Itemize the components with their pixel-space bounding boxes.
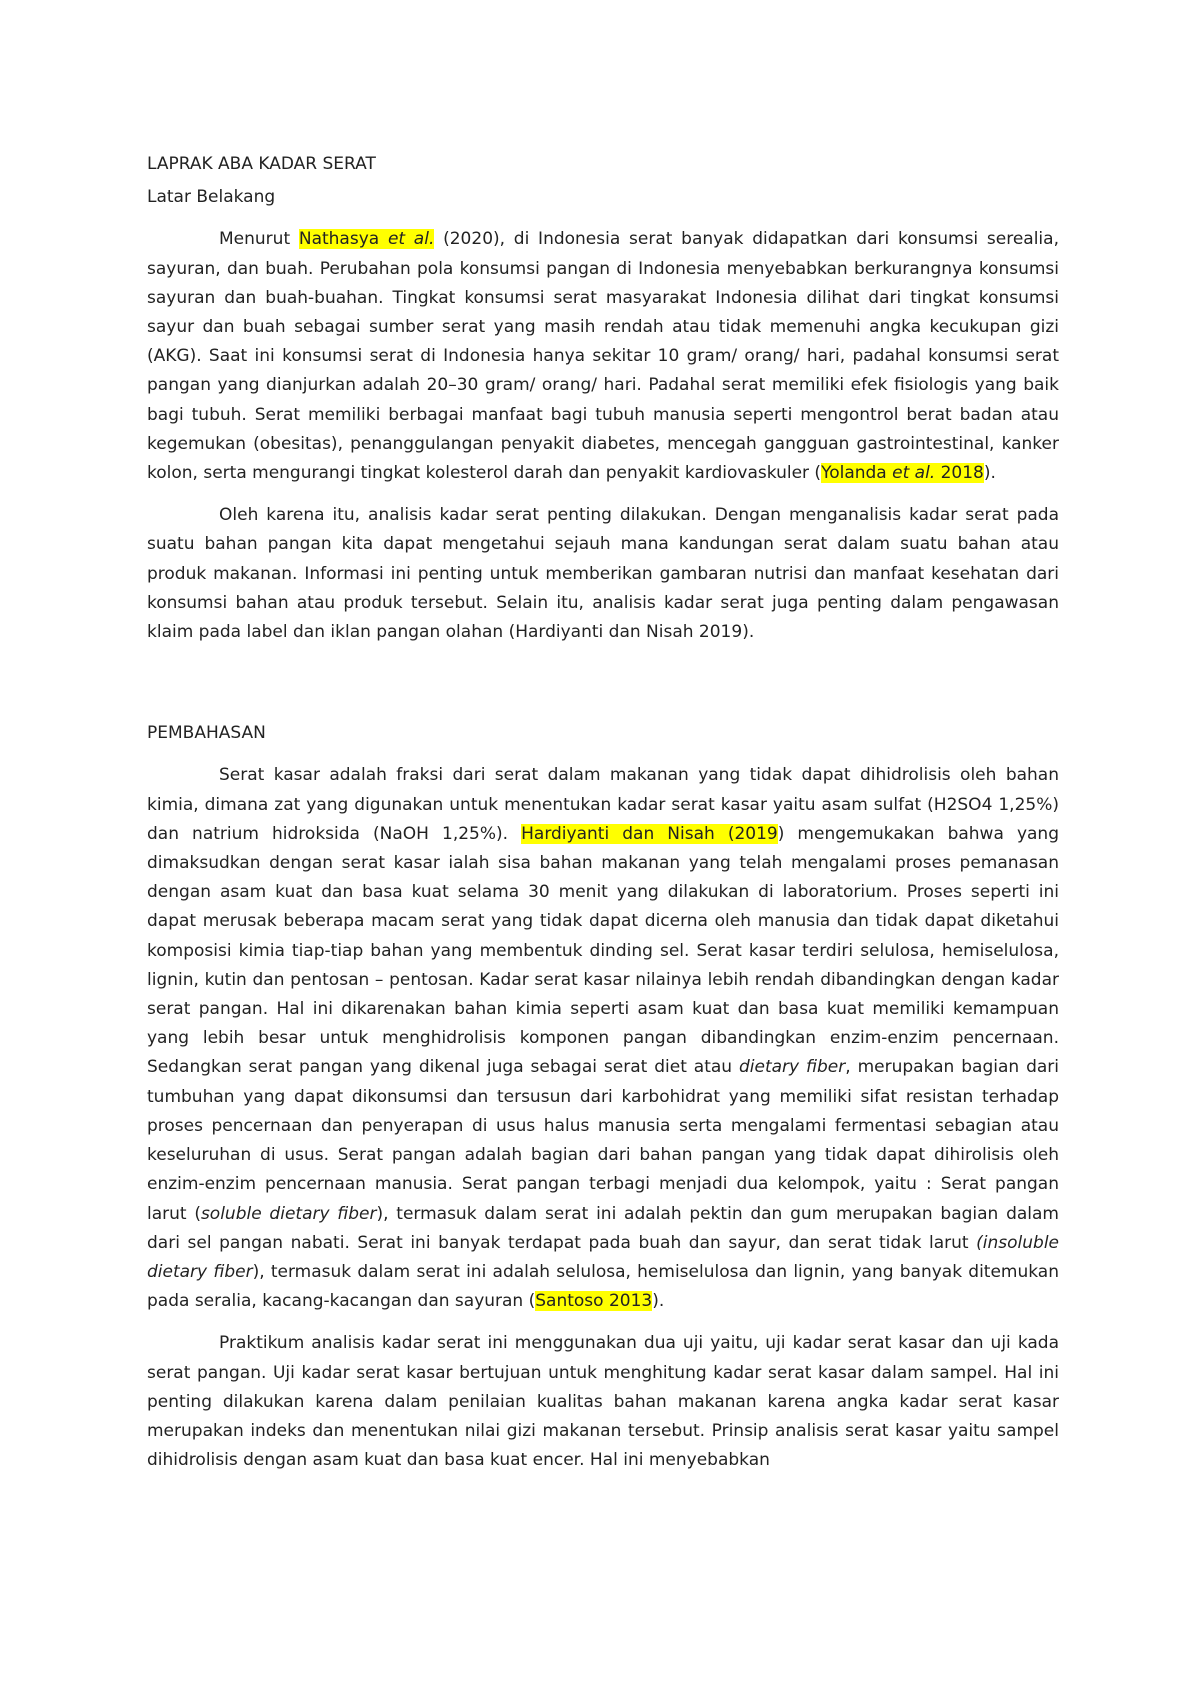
document-title: LAPRAK ABA KADAR SERAT bbox=[147, 154, 376, 174]
text-run: Menurut bbox=[219, 229, 299, 250]
text-run: ), termasuk dalam serat ini adalah pektin dan gum merupakan bagian dalam dari sel pangan nabati. Serat ini banyak terdapat pada buah dan sayur, dan serat tidak larut bbox=[147, 1203, 1059, 1253]
citation-etal: et al. bbox=[387, 229, 435, 250]
highlighted-citation bbox=[299, 229, 435, 249]
citation-year: 2018 bbox=[935, 463, 984, 484]
paragraph-pembahasan-2: Praktikum analisis kadar serat ini menggunakan dua uji yaitu, uji kadar serat kasar dan uji kada serat pangan. Uji kadar serat kasar bertujuan untuk menghitung kadar serat kasar dalam sampel. Hal ini penting dilakukan karena dalam penilaian kualitas bahan makanan karena angka kadar serat kasar merupakan indeks dan menentukan nilai gizi makanan tersebut. Prinsip analisis serat kasar yaitu sampel dihidrolisis dengan asam kuat dan basa kuat encer. Hal ini menyebabkan bbox=[147, 1333, 1059, 1471]
italic-term: (insoluble dietary fiber bbox=[147, 1232, 1059, 1282]
highlighted-citation: Santoso 2013 bbox=[535, 1291, 653, 1312]
citation-author: Nathasya bbox=[298, 229, 388, 250]
text-run: ). bbox=[652, 1291, 665, 1312]
italic-term: soluble dietary fiber bbox=[200, 1203, 377, 1224]
paragraph-latar-belakang-1 bbox=[147, 225, 1059, 488]
text-run: ), termasuk dalam serat ini adalah selulosa, hemiselulosa dan lignin, yang banyak ditemukan pada seralia, kacang-kacangan dan sayuran ( bbox=[147, 1261, 1059, 1312]
paragraph-latar-belakang-2: Oleh karena itu, analisis kadar serat penting dilakukan. Dengan menganalisis kadar serat pada suatu bahan pangan kita dapat mengetahui sejauh mana kandungan serat dalam suatu bahan atau produk makanan. Informasi ini penting untuk memberikan gambaran nutrisi dan manfaat kesehatan dari konsumsi bahan atau produk tersebut. Selain itu, analisis kadar serat juga penting dalam pengawasan klaim pada label dan iklan pangan olahan (Hardiyanti dan Nisah 2019). bbox=[147, 505, 1059, 643]
text-run: (2020), di Indonesia serat banyak didapatkan dari konsumsi serealia, sayuran, dan buah. Perubahan pola konsumsi pangan di Indonesia menyebabkan berkurangnya konsumsi sayuran dan buah-buahan. Tingkat konsumsi serat masyarakat Indonesia dilihat dari tingkat konsumsi sayur dan buah sebagai sumber serat yang masih rendah atau tidak memenuhi angka kecukupan gizi (AKG). Saat ini konsumsi serat di Indonesia hanya sekitar 10 gram/ orang/ hari, padahal konsumsi serat pangan yang dianjurkan adalah 20–30 gram/ orang/ hari. Padahal serat memiliki efek fisiologis yang baik bagi tubuh. Serat memiliki berbagai manfaat bagi tubuh manusia seperti mengontrol berat badan atau kegemukan (obesitas), penanggulangan penyakit diabetes, mencegah gangguan gastrointestinal, kanker kolon, serta mengurangi tingkat kolesterol darah dan penyakit kardiovaskuler ( bbox=[147, 229, 1059, 484]
text-run: ). bbox=[983, 463, 996, 484]
text-run: ) mengemukakan bahwa yang dimaksudkan dengan serat kasar ialah sisa bahan makanan yang telah mengalami proses pemanasan dengan asam kuat dan basa kuat selama 30 menit yang dilakukan di laboratorium. Proses seperti ini dapat merusak beberapa macam serat yang tidak dapat dicerna oleh manusia dan tidak dapat diketahui komposisi kimia tiap-tiap bahan yang membentuk dinding sel. Serat kasar terdiri selulosa, hemiselulosa, lignin, kutin dan pentosan – pentosan. Kadar serat kasar nilainya lebih rendah dibandingkan dengan kadar serat pangan. Hal ini dikarenakan bahan kimia seperti asam kuat dan basa kuat memiliki kemampuan yang lebih besar untuk menghidrolisis komponen pangan dibandingkan enzim-enzim pencernaan. Sedangkan serat pangan yang dikenal juga sebagai serat diet atau bbox=[147, 823, 1059, 1078]
highlighted-citation: Hardiyanti dan Nisah (2019 bbox=[521, 823, 778, 844]
citation-author: Yolanda bbox=[821, 463, 893, 484]
text-run: Serat kasar adalah fraksi dari serat dalam makanan yang tidak dapat dihidrolisis oleh bahan kimia, dimana zat yang digunakan untuk menentukan kadar serat kasar yaitu asam sulfat (H2SO4 1,25%) dan natrium hidroksida (NaOH 1,25%). bbox=[147, 765, 1059, 844]
section-heading-latar-belakang: Latar Belakang bbox=[147, 187, 276, 208]
highlighted-citation bbox=[821, 463, 984, 483]
section-heading-pembahasan: PEMBAHASAN bbox=[147, 723, 266, 744]
paragraph-pembahasan-1 bbox=[147, 761, 1059, 1316]
italic-term: dietary fiber bbox=[739, 1057, 846, 1078]
citation-etal: et al. bbox=[892, 463, 936, 484]
document-page bbox=[147, 150, 1059, 1488]
text-run: , merupakan bagian dari tumbuhan yang dapat dikonsumsi dan tersusun dari karbohidrat yang memiliki sifat resistan terhadap proses pencernaan dan penyerapan di usus halus manusia serta mengalami fermentasi sebagian atau keseluruhan di usus. Serat pangan adalah bagian dari bahan pangan yang tidak dapat dihirolisis oleh enzim-enzim pencernaan manusia. Serat pangan terbagi menjadi dua kelompok, yaitu : Serat pangan larut ( bbox=[147, 1057, 1060, 1224]
